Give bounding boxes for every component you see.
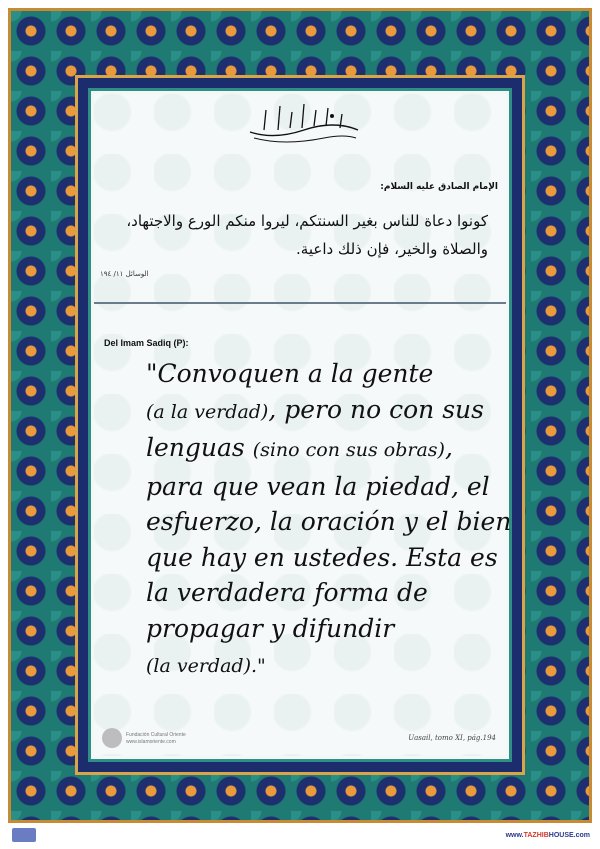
corner-badge-icon xyxy=(12,828,36,842)
quote-line: "Convoquen a la gente xyxy=(146,359,434,388)
arabic-panel xyxy=(94,94,506,304)
quote-line: esfuerzo, la oración y el bien xyxy=(146,507,512,536)
foundation-logo xyxy=(102,726,222,754)
watermark-link[interactable]: www.TAZHIBHOUSE.com xyxy=(505,832,590,839)
attribution: Del Imam Sadiq (P): xyxy=(104,338,189,348)
logo-line-2: www.islamoriente.com xyxy=(126,739,176,745)
foundation-logo-icon xyxy=(102,728,122,748)
arabic-quote-line-1: كونوا دعاة للناس بغير السنتكم، ليروا منكم الورع والاجتهاد، xyxy=(126,212,488,230)
basmala-calligraphy-icon xyxy=(244,100,364,146)
arabic-reference: الوسائل ١١/ ١٩٤ xyxy=(100,270,149,278)
arabic-heading: الإمام الصادق عليه السلام: xyxy=(380,182,498,192)
quote-line: (la verdad)." xyxy=(146,655,266,677)
quote-line: (a la verdad), pero no con sus xyxy=(146,394,484,424)
arabic-quote-line-2: والصلاة والخير، فإن ذلك داعية. xyxy=(296,240,488,258)
quote-line: que hay en ustedes. Esta es xyxy=(146,542,498,572)
quote-line: propagar y difundir xyxy=(146,613,395,643)
quote-line: lenguas (sino con sus obras), xyxy=(146,433,453,462)
quote-line: la verdadera forma de xyxy=(146,578,428,607)
content-panel xyxy=(94,94,512,756)
spanish-quote xyxy=(146,356,512,685)
logo-line-1: Fundación Cultural Oriente xyxy=(126,732,186,738)
quote-line: para que vean la piedad, el xyxy=(146,471,490,501)
source-citation: Uasail, tomo XI, pág.194 xyxy=(408,734,496,742)
